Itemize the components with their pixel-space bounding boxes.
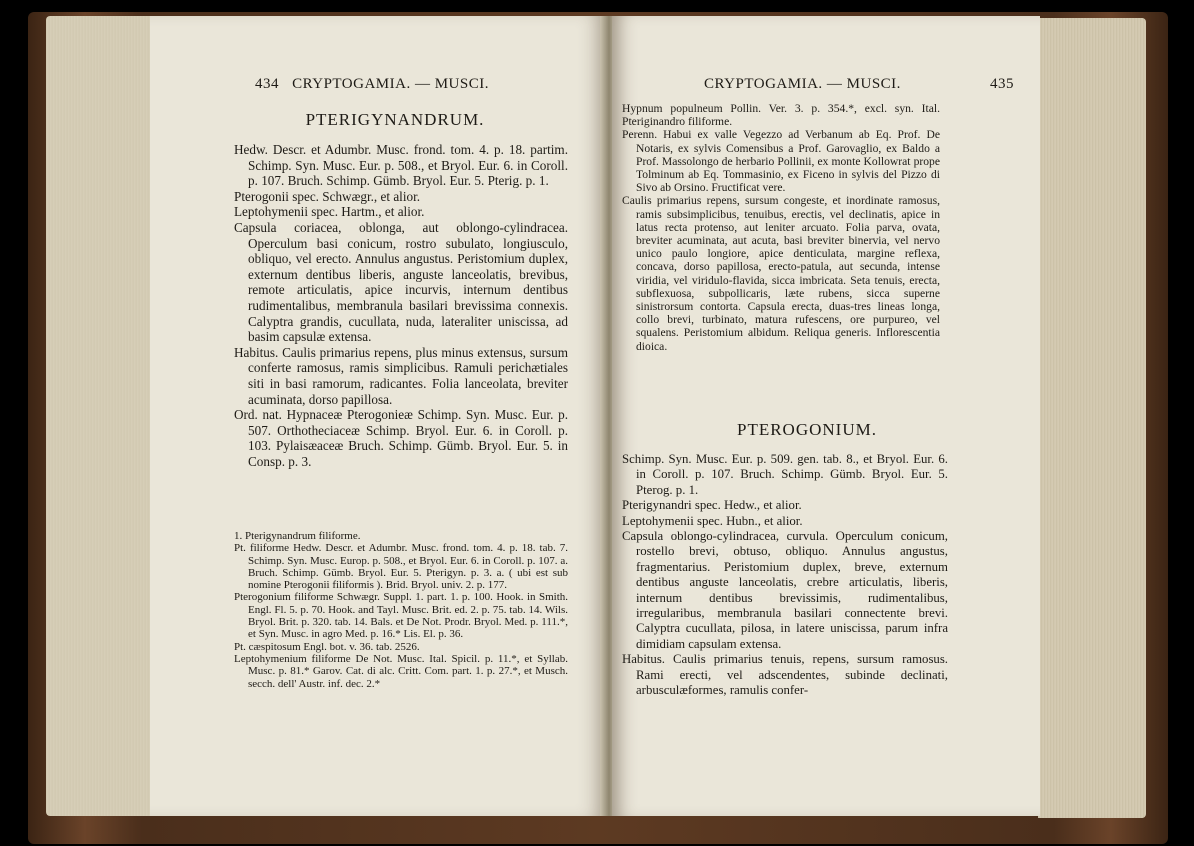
- page-edges-right: [1038, 18, 1146, 818]
- right-page-number: 435: [990, 76, 1014, 92]
- left-notes: [234, 530, 568, 690]
- right-body: [622, 452, 948, 699]
- left-note: Pt. cæspitosum Engl. bot. v. 36. tab. 2526.: [234, 640, 420, 653]
- left-paragraph: Leptohymenii spec. Hartm., et alior.: [234, 204, 425, 220]
- left-paragraph: Hedw. Descr. et Adumbr. Musc. frond. tom. 4. p. 18. partim. Schimp. Syn. Musc. Eur. p. 508., et Bryol. Eur. 6. in Coroll. p. 107. Bruch. Schimp. Gümb. Bryol. Eur. 5. Pterig. p. 1.: [234, 142, 568, 189]
- left-note: Pterogonium filiforme Schwægr. Suppl. 1. part. 1. p. 100. Hook. in Smith. Engl. Fl. 5. p. 70. Hook. and Tayl. Musc. Brit. ed. 2. p. 75. tab. 14. Wils. Bryol. Brit. p. 320. tab. 14. Bals. et De Not. Prodr. Bryol. Med. p. 111.*, et Syn. Musc. in agro Med. p. 16.* Lis. El. p. 36.: [234, 591, 568, 641]
- left-page-number: 434: [255, 76, 279, 92]
- left-page: [150, 16, 606, 816]
- right-paragraph: Leptohymenii spec. Hubn., et alior.: [622, 513, 803, 528]
- right-paragraph: Capsula oblongo-cylindracea, curvula. Operculum conicum, rostello brevi, obtuso, obliquo. Annulus angustus, fragmentarius. Peristomium duplex, breve, externum dentibus anguste lanceolatis, crebre articulatis, liberis, internum dentibus brevissimis, rudimentalibus, irregularibus, membranula basilari connectente brevi. Calyptra cucullata, pilosa, in latere uniscissa, parum infra dimidiam capsulam extensa.: [622, 529, 948, 651]
- right-genus-title: PTEROGONIUM.: [737, 420, 877, 439]
- left-note: Pt. filiforme Hedw. Descr. et Adumbr. Musc. frond. tom. 4. p. 18. tab. 7. Schimp. Syn. Musc. Europ. p. 508., et Bryol. Eur. 6. in Coroll. p. 107. a. Bruch. Schimp. Gümb. Bryol. Eur. 5. Pterigyn. p. 3. a. ( ubi est sub nomine Pterogonii filiformis ). Brid. Bryol. univ. 2. p. 177.: [234, 542, 568, 592]
- left-paragraph: Capsula coriacea, oblonga, aut oblongo-cylindracea. Operculum basi conicum, rostro subulato, longiusculo, obliquo, vel erecto. Annulus angustus. Peristomium duplex, externum dentibus liberis, anguste lanceolatis, brevibus, remote articulatis, apice incurvis, internum dentibus rudimentalibus, membranula basilari brevissima connexis. Calyptra grandis, cucullata, nuda, lateraliter uniscissa, ad basim capsulæ extensa.: [234, 219, 568, 345]
- right-running-head: CRYPTOGAMIA. — MUSCI.: [704, 76, 901, 92]
- right-notes: [622, 102, 940, 353]
- right-paragraph: Pterigynandri spec. Hedw., et alior.: [622, 498, 802, 513]
- right-paragraph: Habitus. Caulis primarius tenuis, repens, sursum ramosus. Rami erecti, vel adscendentes, subinde declinati, arbusculæformes, ramulis confer-: [622, 652, 948, 698]
- right-note: Hypnum populneum Pollin. Ver. 3. p. 354.*, excl. syn. Ital. Pteriginandro filiforme.: [622, 102, 940, 129]
- right-running-header: [704, 76, 1014, 93]
- left-note: Leptohymenium filiforme De Not. Musc. Ital. Spicil. p. 11.*, et Syllab. Musc. p. 81.* Garov. Cat. di alc. Critt. Com. part. 1. p. 27.*, et Musch. secch. dell' Austr. inf. dec. 2.*: [234, 652, 568, 690]
- left-paragraph: Habitus. Caulis primarius repens, plus minus extensus, sursum conferte ramosus, ramis simplicibus. Ramuli perichætiales siti in basi ramorum, radicantes. Folia lanceolata, breviter acuminata, dorso papillosa.: [234, 344, 568, 407]
- right-note: Perenn. Habui ex valle Vegezzo ad Verbanum ab Eq. Prof. De Notaris, ex sylvis Comensibus a Prof. Garovaglio, ex Baldo a Prof. Massolongo de herbario Pollinii, ex monte Kollowrat prope Tolminum ab Eq. Tommasinio, ex Ficeno in sylvis del Pizzo di Sivo ab Orsino. Fructificat vere.: [622, 128, 940, 195]
- right-page: [612, 16, 1040, 816]
- left-body: [234, 142, 568, 469]
- left-genus-title: PTERIGYNANDRUM.: [305, 110, 485, 129]
- page-edges-left: [46, 16, 150, 816]
- left-running-head: CRYPTOGAMIA. — MUSCI.: [292, 76, 489, 92]
- right-note: Caulis primarius repens, sursum congeste, et inordinate ramosus, ramis subsimplicibus, tenuibus, erectis, vel declinatis, apice in latus recta protenso, aut leniter arcuato. Folia parva, ovata, breviter acuminata, aut acuta, basi breviter binervia, vel nervo unico paulo longiore, apice denticulata, margine reflexa, concava, dorso papillosa, erecto-patula, aut secunda, intense viridia, vel viridulo-flavida, sicca imbricata. Seta tenuis, erecta, subflexuosa, subpollicaris, læte rubens, sicca superne sinistrorsum contorta. Capsula erecta, duas-tres lineas longa, collo brevi, turbinato, matura rufescens, ore purpureo, vel squalens. Peristomium albidum. Reliqua generis. Inflorescentia dioica.: [622, 194, 940, 353]
- left-running-header: [255, 76, 585, 93]
- left-paragraph: Ord. nat. Hypnaceæ Pterogonieæ Schimp. Syn. Musc. Eur. p. 507. Orthotheciaceæ Schimp. Bryol. Eur. 6. in Coroll. p. 103. Pylaisæaceæ Bruch. Schimp. Gümb. Bryol. Eur. 5. in Consp. p. 3.: [234, 407, 568, 469]
- right-paragraph: Schimp. Syn. Musc. Eur. p. 509. gen. tab. 8., et Bryol. Eur. 6. in Coroll. p. 107. Bruch. Schimp. Gümb. Bryol. Eur. 5. Pterog. p. 1.: [622, 452, 948, 497]
- left-note: 1. Pterigynandrum filiforme.: [234, 530, 361, 542]
- left-paragraph: Pterogonii spec. Schwægr., et alior.: [234, 188, 421, 204]
